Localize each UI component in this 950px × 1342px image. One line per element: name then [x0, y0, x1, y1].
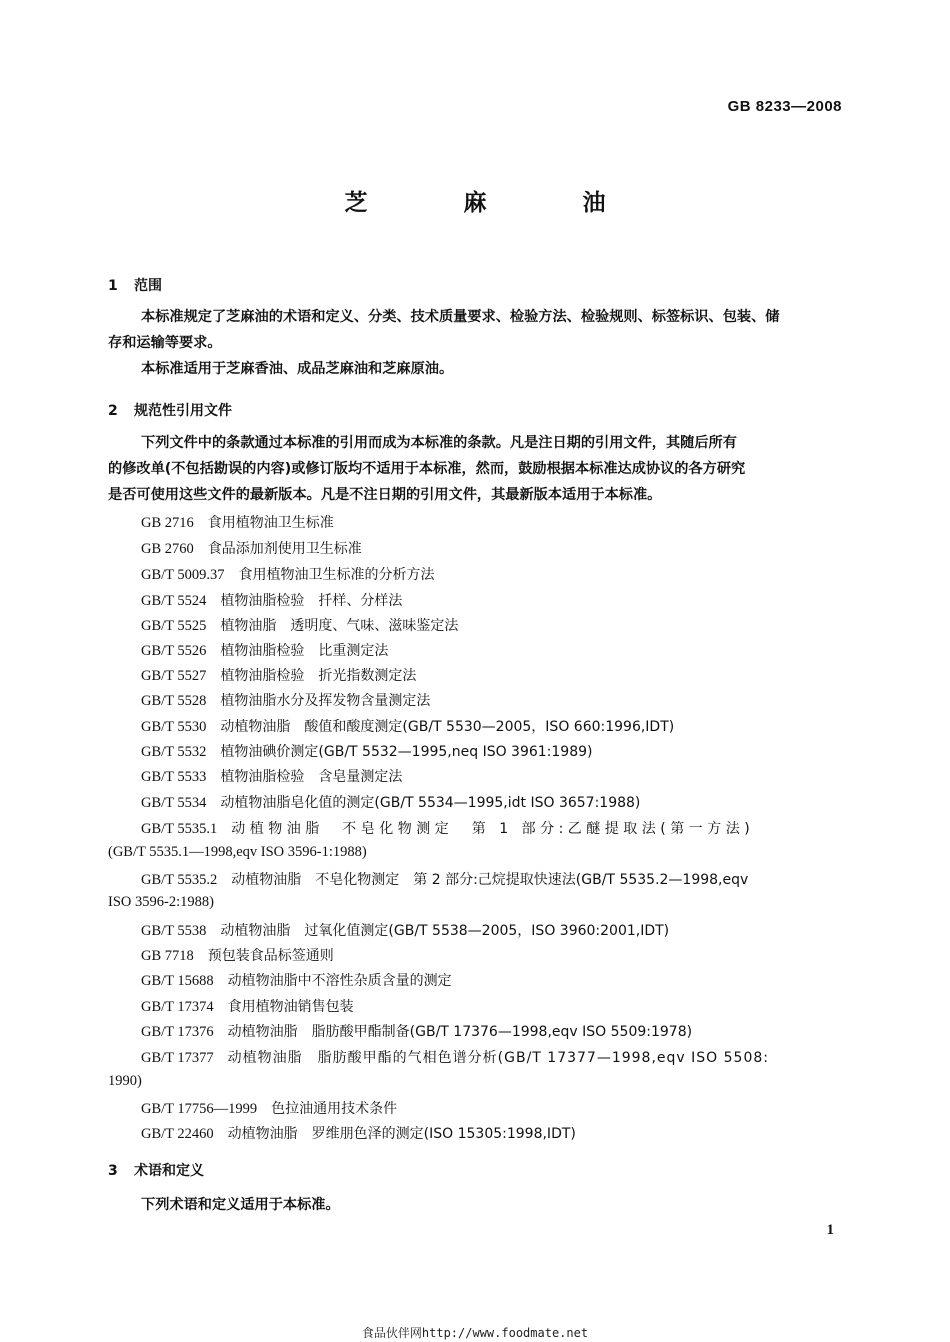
- reference-code: GB/T 17374: [141, 999, 214, 1015]
- reference-code: GB/T 5525: [141, 618, 207, 634]
- reference-code: GB/T 5524: [141, 593, 207, 609]
- reference-code: GB/T 5535.1: [141, 821, 218, 837]
- reference-item: [141, 920, 669, 940]
- reference-item: [141, 996, 354, 1016]
- reference-code: GB/T 5528: [141, 693, 207, 709]
- reference-code: GB/T 5533: [141, 769, 207, 785]
- reference-name: 食用植物油卫生标准: [207, 515, 334, 531]
- reference-name: 植物油脂检验 含皂量测定法: [220, 769, 403, 785]
- reference-code: GB 2716: [141, 515, 194, 531]
- section-number: 3: [108, 1163, 118, 1179]
- reference-name: 食品添加剂使用卫生标准: [207, 541, 362, 557]
- reference-code: GB/T 17377: [141, 1050, 214, 1066]
- footer-watermark: 食品伙伴网http://www.foodmate.net: [361, 1326, 589, 1340]
- reference-name: 植物油脂检验 折光指数测定法: [220, 668, 417, 684]
- reference-code: GB/T 5526: [141, 643, 207, 659]
- reference-code: GB/T 15688: [141, 973, 214, 989]
- reference-item: [141, 716, 674, 736]
- reference-item: [141, 590, 402, 610]
- reference-item: [141, 665, 416, 685]
- section-3-heading: [108, 1160, 204, 1180]
- paragraph-line: 是否可使用这些文件的最新版本。凡是不注日期的引用文件，其最新版本适用于本标准。: [108, 487, 662, 503]
- reference-item: [141, 766, 402, 786]
- reference-continuation-text: ISO 3596-2:1988): [108, 894, 214, 910]
- section-2-heading: [108, 400, 232, 420]
- paragraph-line: 本标准规定了芝麻油的术语和定义、分类、技术质量要求、检验方法、检验规则、标签标识、包装、储: [141, 309, 780, 325]
- paragraph-line: 的修改单(不包括勘误的内容)或修订版均不适用于本标准，然而，鼓励根据本标准达成协议的各方研究: [108, 461, 746, 477]
- section-title: 范围: [134, 278, 162, 294]
- reference-name: 动植物油脂 脂肪酸甲酯的气相色谱分析(GB/T 17377—1998,eqv ISO 5508:: [227, 1050, 769, 1066]
- reference-name: 植物油脂 透明度、气味、滋味鉴定法: [220, 618, 459, 634]
- section-number: 1: [108, 278, 118, 294]
- reference-continuation: [108, 1073, 142, 1090]
- reference-item: [141, 690, 430, 710]
- reference-name: 植物油碘价测定(GB/T 5532—1995,neq ISO 3961:1989): [220, 744, 593, 760]
- reference-item: [141, 970, 452, 990]
- reference-item: [141, 615, 458, 635]
- reference-code: GB/T 5538: [141, 923, 207, 939]
- reference-code: GB/T 22460: [141, 1126, 214, 1142]
- reference-code: GB 7718: [141, 948, 194, 964]
- section-title: 规范性引用文件: [134, 403, 232, 419]
- reference-code: GB/T 5009.37: [141, 567, 225, 583]
- reference-name: 动植物油脂 不皂化物测定 第 1 部分:乙醚提取法(第一方法): [231, 821, 755, 837]
- reference-item: [141, 538, 362, 558]
- document-title: 芝 麻 油: [344, 190, 650, 216]
- section-title: 术语和定义: [134, 1163, 204, 1179]
- reference-name: 动植物油脂皂化值的测定(GB/T 5534—1995,idt ISO 3657:1988): [220, 795, 641, 811]
- paragraph-line: 下列文件中的条款通过本标准的引用而成为本标准的条款。凡是注日期的引用文件，其随后所有: [141, 435, 737, 451]
- reference-code: GB/T 5530: [141, 719, 207, 735]
- reference-name: 植物油脂水分及挥发物含量测定法: [220, 693, 431, 709]
- reference-item: [141, 512, 334, 532]
- reference-item: [141, 1123, 576, 1143]
- paragraph-line: 下列术语和定义适用于本标准。: [141, 1197, 340, 1213]
- reference-name: 食用植物油销售包装: [227, 999, 354, 1015]
- reference-name: 食用植物油卫生标准的分析方法: [238, 567, 435, 583]
- reference-name: 动植物油脂 过氧化值测定(GB/T 5538—2005，ISO 3960:2001,IDT): [220, 923, 670, 939]
- section-1-heading: [108, 275, 162, 295]
- reference-code: GB/T 5532: [141, 744, 207, 760]
- reference-item: [141, 869, 748, 889]
- paragraph-line: 存和运输等要求。: [108, 335, 222, 351]
- section-number: 2: [108, 403, 118, 419]
- standard-number: GB 8233—2008: [727, 98, 842, 115]
- reference-item: [141, 564, 435, 584]
- reference-code: GB 2760: [141, 541, 194, 557]
- reference-code: GB/T 17376: [141, 1024, 214, 1040]
- reference-item: [141, 818, 754, 838]
- reference-continuation-text: (GB/T 5535.1—1998,eqv ISO 3596-1:1988): [108, 844, 367, 860]
- reference-continuation: [108, 894, 214, 911]
- reference-item: [141, 741, 593, 761]
- reference-name: 植物油脂检验 扦样、分样法: [220, 593, 403, 609]
- reference-name: 动植物油脂中不溶性杂质含量的测定: [227, 973, 452, 989]
- reference-code: GB/T 5535.2: [141, 872, 218, 888]
- reference-continuation: [108, 844, 367, 861]
- reference-item: [141, 640, 388, 660]
- reference-continuation-text: 1990): [108, 1073, 142, 1089]
- reference-item: [141, 945, 334, 965]
- reference-name: 色拉油通用技术条件: [271, 1101, 398, 1117]
- reference-item: [141, 1047, 769, 1067]
- reference-code: GB/T 5534: [141, 795, 207, 811]
- reference-item: [141, 1021, 692, 1041]
- reference-name: 植物油脂检验 比重测定法: [220, 643, 389, 659]
- reference-item: [141, 1098, 397, 1118]
- reference-name: 动植物油脂 不皂化物测定 第 2 部分:己烷提取快速法(GB/T 5535.2—1998,eqv: [231, 872, 749, 888]
- reference-name: 动植物油脂 罗维朋色泽的测定(ISO 15305:1998,IDT): [227, 1126, 576, 1142]
- page-number: 1: [826, 1222, 834, 1238]
- reference-code: GB/T 5527: [141, 668, 207, 684]
- reference-code: GB/T 17756—1999: [141, 1101, 258, 1117]
- reference-item: [141, 792, 640, 812]
- reference-name: 动植物油脂 脂肪酸甲酯制备(GB/T 17376—1998,eqv ISO 5509:1978): [227, 1024, 693, 1040]
- reference-name: 预包装食品标签通则: [207, 948, 334, 964]
- reference-name: 动植物油脂 酸值和酸度测定(GB/T 5530—2005，ISO 660:1996,IDT): [220, 719, 675, 735]
- paragraph-line: 本标准适用于芝麻香油、成品芝麻油和芝麻原油。: [141, 361, 454, 377]
